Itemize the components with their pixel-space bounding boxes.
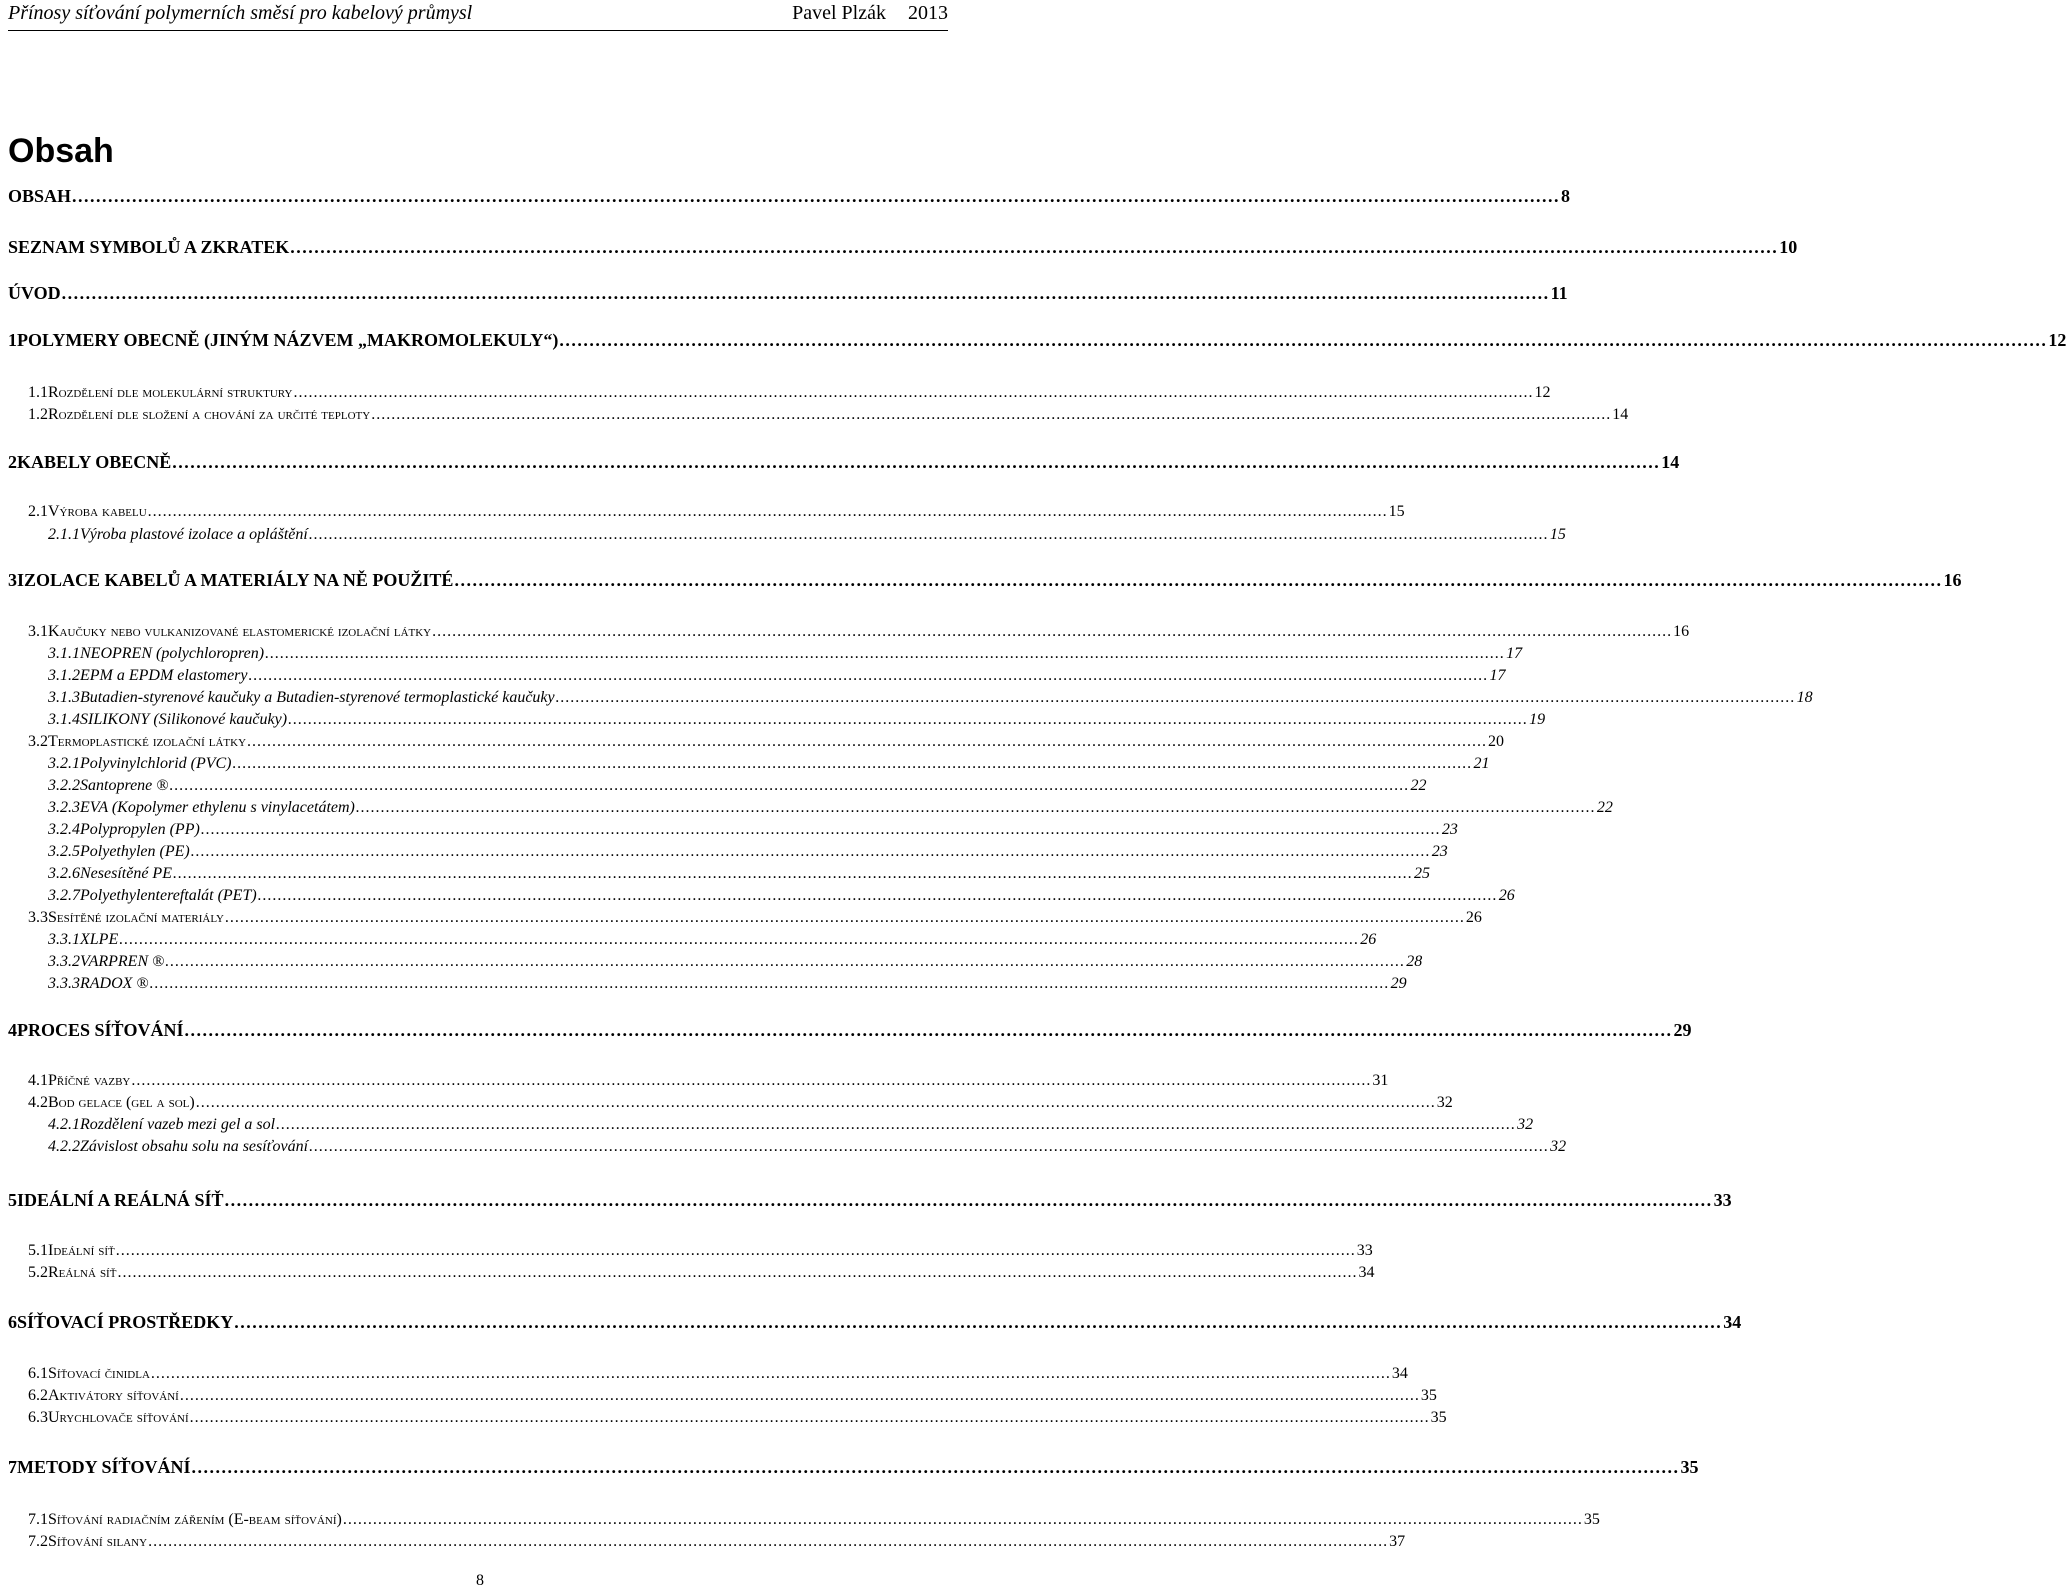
- toc-leader-dots: [190, 1409, 1430, 1427]
- toc-entry[interactable]: [28, 1511, 1600, 1529]
- toc-entry[interactable]: [8, 330, 2066, 351]
- toc-entry-title: Bod gelace (gel a sol): [48, 1094, 195, 1111]
- toc-entry-number: 7: [8, 1457, 17, 1477]
- page-number: 8: [476, 1572, 484, 1589]
- toc-entry-title: Rozdělení vazeb mezi gel a sol: [80, 1116, 276, 1133]
- toc-entry-number: 3.1.4: [48, 711, 80, 728]
- toc-entry-number: 3.2.7: [48, 887, 80, 904]
- toc-entry[interactable]: [48, 887, 1515, 905]
- toc-leader-dots: [62, 283, 1550, 304]
- toc-entry-page: 11: [1550, 283, 1568, 303]
- toc-entry-page: 20: [1488, 733, 1505, 750]
- toc-entry-title: Butadien-styrenové kaučuky a Butadien-styrenové termoplastické kaučuky: [80, 689, 555, 706]
- toc-entry-number: 7.1: [28, 1511, 48, 1528]
- toc-entry-page: 33: [1713, 1190, 1732, 1210]
- toc-entry-number: 6.2: [28, 1387, 48, 1404]
- toc-entry-title: ÚVOD: [8, 283, 61, 303]
- toc-entry-page: 28: [1406, 953, 1423, 970]
- toc-entry-page: 26: [1465, 909, 1482, 926]
- toc-entry-number: 3.3.2: [48, 953, 80, 970]
- toc-entry-number: 3.2: [28, 733, 48, 750]
- header-meta: [770, 2, 948, 25]
- toc-entry-page: 22: [1410, 777, 1427, 794]
- toc-entry-number: 2.1: [28, 503, 48, 520]
- toc-entry-title: PROCES SÍŤOVÁNÍ: [17, 1020, 184, 1040]
- toc-entry-number: 3.1.1: [48, 645, 80, 662]
- toc-leader-dots: [309, 526, 1549, 544]
- toc-entry[interactable]: [8, 1312, 1742, 1333]
- toc-entry-title: IDEÁLNÍ A REÁLNÁ SÍŤ: [17, 1190, 224, 1210]
- toc-entry-number: 6: [8, 1312, 17, 1332]
- toc-entry-title: VARPREN ®: [80, 953, 165, 970]
- toc-entry[interactable]: [28, 623, 1690, 641]
- toc-entry[interactable]: [8, 186, 1571, 207]
- toc-entry[interactable]: [48, 777, 1427, 795]
- toc-entry-number: 4.2.2: [48, 1138, 80, 1155]
- toc-entry-title: XLPE: [80, 931, 119, 948]
- toc-entry-page: 17: [1489, 667, 1506, 684]
- toc-entry-title: IZOLACE KABELŮ A MATERIÁLY NA NĚ POUŽITÉ: [17, 570, 454, 590]
- toc-entry-title: Polyethylentereftalát (PET): [80, 887, 257, 904]
- toc-entry-page: 19: [1529, 711, 1546, 728]
- toc-leader-dots: [72, 186, 1560, 207]
- toc-entry-page: 35: [1583, 1511, 1600, 1528]
- toc-entry-number: 3.3: [28, 909, 48, 926]
- toc-entry[interactable]: [48, 821, 1458, 839]
- toc-leader-dots: [258, 887, 1498, 905]
- header-title: Přínosy síťování polymerních směsí pro kabelový průmysl: [8, 2, 473, 24]
- toc-leader-dots: [116, 1242, 1356, 1260]
- toc-entry[interactable]: [48, 667, 1506, 685]
- toc-leader-dots: [293, 384, 1533, 402]
- toc-entry-page: 25: [1413, 865, 1430, 882]
- toc-entry-page: 35: [1430, 1409, 1447, 1426]
- toc-entry-number: 3.2.5: [48, 843, 80, 860]
- toc-entry[interactable]: [8, 1020, 1692, 1041]
- toc-entry-page: 31: [1372, 1072, 1389, 1089]
- toc-leader-dots: [432, 623, 1672, 641]
- toc-entry-title: Výroba kabelu: [48, 503, 147, 520]
- toc-entry-number: 2.1.1: [48, 526, 80, 543]
- toc-leader-dots: [233, 755, 1473, 773]
- toc-entry-number: 3.2.3: [48, 799, 80, 816]
- toc-entry[interactable]: [8, 570, 1962, 591]
- toc-entry-page: 37: [1389, 1533, 1406, 1550]
- toc-leader-dots: [148, 1533, 1388, 1551]
- toc-leader-dots: [309, 1138, 1549, 1156]
- toc-leader-dots: [276, 1116, 1516, 1134]
- toc-entry-number: 3.2.1: [48, 755, 80, 772]
- toc-entry-title: Urychlovače síťování: [48, 1409, 189, 1426]
- page-title: Obsah: [8, 132, 114, 170]
- toc-entry-number: 5.2: [28, 1264, 48, 1281]
- toc-entry-title: Příčné vazby: [48, 1072, 131, 1089]
- toc-leader-dots: [201, 821, 1441, 839]
- toc-leader-dots: [247, 733, 1487, 751]
- toc-entry-title: Rozdělení dle složení a chování za určité teploty: [48, 406, 371, 423]
- toc-entry[interactable]: [48, 931, 1377, 949]
- toc-entry[interactable]: [28, 909, 1482, 927]
- toc-entry-title: POLYMERY OBECNĚ (JINÝM NÁZVEM „MAKROMOLEKULY“): [17, 330, 559, 350]
- toc-leader-dots: [265, 645, 1505, 663]
- toc-entry[interactable]: [48, 799, 1613, 817]
- toc-entry-number: 3: [8, 570, 17, 590]
- toc-entry-title: Síťování silany: [48, 1533, 148, 1550]
- toc-leader-dots: [249, 667, 1489, 685]
- toc-entry-page: 34: [1723, 1312, 1742, 1332]
- toc-entry-number: 3.1.2: [48, 667, 80, 684]
- toc-entry-number: 5.1: [28, 1242, 48, 1259]
- toc-entry-number: 3.1.3: [48, 689, 80, 706]
- toc-entry[interactable]: [48, 1116, 1534, 1134]
- toc-entry-number: 3.2.4: [48, 821, 80, 838]
- toc-leader-dots: [165, 953, 1405, 971]
- toc-entry[interactable]: [28, 503, 1405, 521]
- toc-leader-dots: [556, 689, 1796, 707]
- toc-leader-dots: [173, 865, 1413, 883]
- toc-entry[interactable]: [28, 1365, 1408, 1383]
- toc-entry-number: 4.2.1: [48, 1116, 80, 1133]
- toc-entry-number: 3.3.3: [48, 975, 80, 992]
- toc-entry[interactable]: [48, 1138, 1567, 1156]
- toc-entry-title: Polyethylen (PE): [80, 843, 190, 860]
- toc-leader-dots: [288, 711, 1528, 729]
- toc-leader-dots: [371, 406, 1611, 424]
- toc-leader-dots: [131, 1072, 1371, 1090]
- toc-entry-number: 1.2: [28, 406, 48, 423]
- toc-entry-page: 23: [1431, 843, 1448, 860]
- toc-entry[interactable]: [48, 689, 1813, 707]
- toc-entry-number: 4.2: [28, 1094, 48, 1111]
- toc-entry-page: 18: [1796, 689, 1813, 706]
- toc-entry-number: 3.3.1: [48, 931, 80, 948]
- toc-entry-title: SÍŤOVACÍ PROSTŘEDKY: [17, 1312, 234, 1332]
- toc-entry-title: Nesesítěné PE: [80, 865, 172, 882]
- toc-entry[interactable]: [48, 526, 1566, 544]
- toc-entry-number: 3.2.6: [48, 865, 80, 882]
- toc-entry-page: 34: [1391, 1365, 1408, 1382]
- toc-leader-dots: [454, 570, 1942, 591]
- toc-entry[interactable]: [48, 975, 1407, 993]
- toc-entry-title: Polypropylen (PP): [80, 821, 200, 838]
- toc-entry-page: 34: [1358, 1264, 1375, 1281]
- toc-entry-title: SILIKONY (Silikonové kaučuky): [80, 711, 288, 728]
- toc-leader-dots: [185, 1020, 1673, 1041]
- toc-entry[interactable]: [48, 711, 1546, 729]
- header-year: 2013: [908, 2, 948, 24]
- toc-entry[interactable]: [28, 406, 1629, 424]
- toc-entry-title: Aktivátory síťování: [48, 1387, 179, 1404]
- toc-entry[interactable]: [8, 1190, 1732, 1211]
- toc-entry-page: 16: [1673, 623, 1690, 640]
- toc-entry-page: 32: [1517, 1116, 1534, 1133]
- toc-entry-page: 15: [1388, 503, 1405, 520]
- toc-entry-number: 6.3: [28, 1409, 48, 1426]
- toc-entry-title: Polyvinylchlorid (PVC): [80, 755, 232, 772]
- toc-entry-page: 29: [1673, 1020, 1692, 1040]
- toc-entry-title: METODY SÍŤOVÁNÍ: [17, 1457, 191, 1477]
- toc-entry[interactable]: [8, 452, 1680, 473]
- toc-entry-page: 32: [1550, 1138, 1567, 1155]
- toc-entry-page: 16: [1943, 570, 1962, 590]
- toc-entry[interactable]: [48, 843, 1448, 861]
- toc-entry-title: SEZNAM SYMBOLŮ A ZKRATEK: [8, 237, 290, 257]
- toc-entry-number: 3.1: [28, 623, 48, 640]
- toc-entry-page: 8: [1561, 186, 1571, 206]
- toc-leader-dots: [169, 777, 1409, 795]
- toc-entry[interactable]: [28, 1409, 1447, 1427]
- toc-leader-dots: [559, 330, 2047, 351]
- toc-entry-title: Termoplastické izolační látky: [48, 733, 247, 750]
- toc-entry-page: 22: [1596, 799, 1613, 816]
- toc-entry-number: 4.1: [28, 1072, 48, 1089]
- toc-leader-dots: [148, 503, 1388, 521]
- toc-entry-title: EVA (Kopolymer ethylenu s vinylacetátem): [80, 799, 355, 816]
- toc-entry-page: 33: [1356, 1242, 1373, 1259]
- toc-entry-number: 1.1: [28, 384, 48, 401]
- toc-entry-title: EPM a EPDM elastomery: [80, 667, 248, 684]
- toc-leader-dots: [150, 975, 1390, 993]
- toc-entry-title: KABELY OBECNĚ: [17, 452, 172, 472]
- toc-entry[interactable]: [28, 1264, 1375, 1282]
- toc-leader-dots: [172, 452, 1660, 473]
- toc-entry[interactable]: [48, 645, 1523, 663]
- toc-entry[interactable]: [8, 1457, 1699, 1478]
- toc-leader-dots: [151, 1365, 1391, 1383]
- toc-leader-dots: [192, 1457, 1680, 1478]
- toc-entry-title: Reálná síť: [48, 1264, 117, 1281]
- toc-entry-page: 23: [1441, 821, 1458, 838]
- toc-entry-page: 12: [2048, 330, 2066, 350]
- toc-entry[interactable]: [28, 1387, 1437, 1405]
- toc-leader-dots: [225, 909, 1465, 927]
- toc-entry-title: OBSAH: [8, 186, 72, 206]
- toc-entry-page: 12: [1534, 384, 1551, 401]
- toc-entry-page: 29: [1390, 975, 1407, 992]
- toc-entry[interactable]: [8, 237, 1798, 258]
- toc-entry-title: Závislost obsahu solu na sesíťování: [80, 1138, 309, 1155]
- toc-leader-dots: [290, 237, 1778, 258]
- toc-entry[interactable]: [48, 755, 1490, 773]
- toc-entry-page: 21: [1473, 755, 1490, 772]
- toc-entry-page: 32: [1436, 1094, 1453, 1111]
- toc-entry-page: 35: [1420, 1387, 1437, 1404]
- toc-entry-number: 4: [8, 1020, 17, 1040]
- toc-entry[interactable]: [28, 1094, 1453, 1112]
- toc-entry[interactable]: [8, 283, 1568, 304]
- toc-entry-number: 2: [8, 452, 17, 472]
- toc-leader-dots: [343, 1511, 1583, 1529]
- toc-entry-title: Sesítěné izolační materiály: [48, 909, 224, 926]
- toc-entry-page: 17: [1506, 645, 1523, 662]
- toc-leader-dots: [191, 843, 1431, 861]
- toc-entry-title: Ideální síť: [48, 1242, 115, 1259]
- toc-leader-dots: [117, 1264, 1357, 1282]
- toc-entry-title: Santoprene ®: [80, 777, 169, 794]
- toc-entry[interactable]: [28, 384, 1551, 402]
- toc-entry-number: 7.2: [28, 1533, 48, 1550]
- toc-entry-title: Výroba plastové izolace a opláštění: [80, 526, 308, 543]
- toc-entry[interactable]: [28, 1072, 1389, 1090]
- header-author: Pavel Plzák: [792, 2, 886, 24]
- toc-entry-title: NEOPREN (polychloropren): [80, 645, 265, 662]
- toc-leader-dots: [196, 1094, 1436, 1112]
- toc-entry-title: Rozdělení dle molekulární struktury: [48, 384, 293, 401]
- toc-entry[interactable]: [28, 733, 1505, 751]
- toc-leader-dots: [180, 1387, 1420, 1405]
- toc-entry-title: Kaučuky nebo vulkanizované elastomerické izolační látky: [48, 623, 432, 640]
- toc-entry-title: RADOX ®: [80, 975, 149, 992]
- toc-entry-page: 26: [1360, 931, 1377, 948]
- toc-entry-number: 5: [8, 1190, 17, 1210]
- toc-entry-page: 10: [1779, 237, 1798, 257]
- toc-entry[interactable]: [48, 865, 1430, 883]
- toc-entry-page: 14: [1612, 406, 1629, 423]
- toc-entry-page: 15: [1549, 526, 1566, 543]
- toc-entry-page: 14: [1661, 452, 1680, 472]
- toc-entry-number: 6.1: [28, 1365, 48, 1382]
- toc-leader-dots: [119, 931, 1359, 949]
- toc-entry[interactable]: [28, 1533, 1406, 1551]
- toc-entry-title: Síťovací činidla: [48, 1365, 150, 1382]
- toc-entry-page: 35: [1680, 1457, 1699, 1477]
- toc-entry-page: 26: [1498, 887, 1515, 904]
- toc-leader-dots: [234, 1312, 1722, 1333]
- toc-leader-dots: [225, 1190, 1713, 1211]
- toc-entry-number: 3.2.2: [48, 777, 80, 794]
- toc-leader-dots: [356, 799, 1596, 817]
- toc-entry[interactable]: [28, 1242, 1373, 1260]
- toc-entry-title: Síťování radiačním zářením (E-beam síťování): [48, 1511, 342, 1528]
- page-header: [8, 2, 948, 31]
- toc-entry-number: 1: [8, 330, 17, 350]
- toc-entry[interactable]: [48, 953, 1423, 971]
